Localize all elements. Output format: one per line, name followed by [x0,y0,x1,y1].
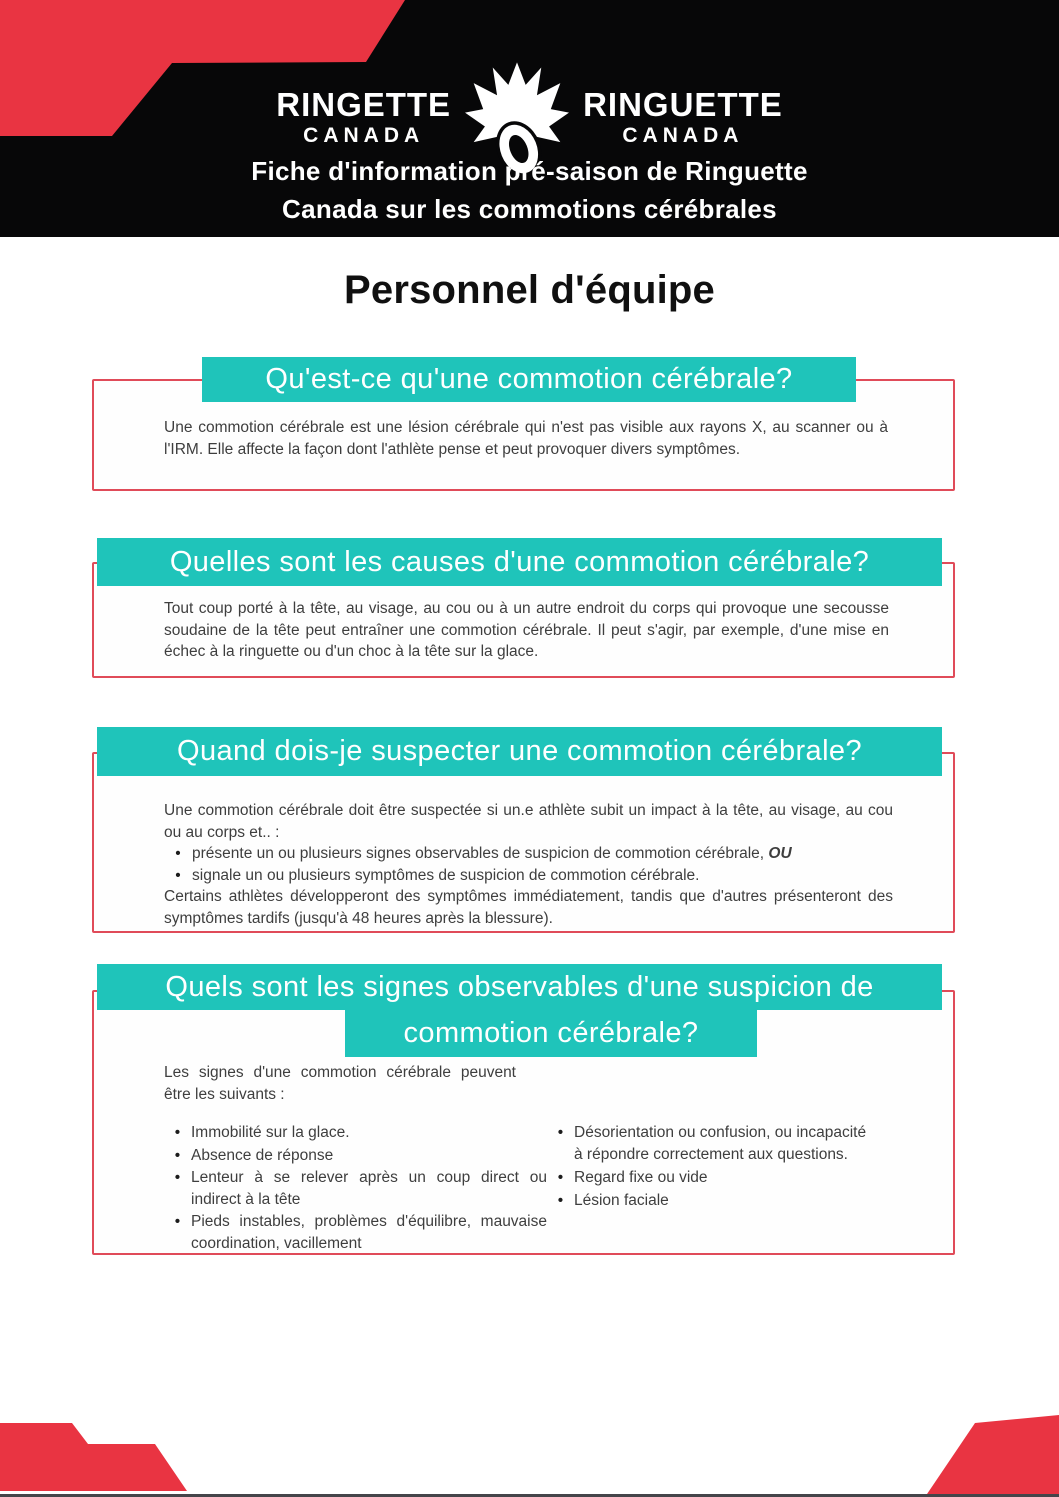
bullet-dot: • [175,845,181,862]
list-item [164,1145,547,1167]
list-item-text: Absence de réponse [191,1146,334,1164]
section-observable-signs-intro: Les signes d'une commotion cérébrale peuvent être les suivants : [164,1064,516,1103]
bullet-dot: • [174,1169,181,1186]
logo-ringette-label: RINGETTE [276,86,452,123]
document-subtitle [0,152,1059,228]
list-item-text: Désorientation ou confusion, ou incapacité à répondre correctement aux questions. [574,1124,867,1163]
signs-right-column [547,1122,877,1255]
section-causes-heading: Quelles sont les causes d'une commotion cérébrale? [97,538,942,586]
list-item [164,1211,547,1254]
list-item-text: Immobilité sur la glace. [191,1124,350,1141]
bullet-dot: • [557,1124,564,1141]
logo-canada-label-fr: CANADA [622,124,744,147]
section-when-suspect-intro: Une commotion cérébrale doit être suspectée si un.e athlète subit un impact à la tête, au visage, au cou ou au corps et.. : [164,802,893,841]
header-banner [0,0,1059,237]
section-what-is-concussion-heading: Qu'est-ce qu'une commotion cérébrale? [202,357,856,402]
section-when-suspect-card [92,752,955,933]
section-when-suspect-heading: Quand dois-je suspecter une commotion cérébrale? [97,727,942,776]
footer-right-red-shape [925,1415,1059,1497]
list-item [164,1167,547,1210]
bullet-dot: • [175,866,181,884]
signs-left-column [164,1122,547,1255]
bullet-dot: • [174,1146,181,1164]
list-item [164,865,893,887]
emphasis-ou: OU [768,845,792,862]
list-item [547,1167,877,1189]
list-item [164,843,893,865]
logo-ringuette-label: RINGUETTE [583,86,783,123]
list-item [547,1190,877,1212]
page-title: Personnel d'équipe [344,268,715,312]
list-item-text: Regard fixe ou vide [574,1169,708,1186]
logo-text-french [583,87,783,149]
section-causes-body: Tout coup porté à la tête, au visage, au cou ou à un autre endroit du corps qui provoque une secousse soudaine de la tête peut entraîner une commotion cérébrale. Il peut s'agir, par exemple, d'une mise en échec à la ringuette ou d'un choc à la tête sur la glace. [164,600,889,660]
bullet-dot: • [174,1124,181,1141]
list-item [164,1122,547,1144]
list-item [547,1122,877,1166]
list-item-text: présente un ou plusieurs signes observables de suspicion de commotion cérébrale, OU [192,845,792,862]
section-observable-signs-heading-line1: Quels sont les signes observables d'une suspicion de [97,964,942,1010]
logo-text-english [276,87,451,149]
subtitle-line-2: Canada sur les commotions cérébrales [282,194,777,224]
list-item-text: Pieds instables, problèmes d'équilibre, mauvaise coordination, vacillement [191,1213,547,1252]
subtitle-line-1: Fiche d'information pré-saison de Ringuette [251,156,808,186]
section-what-is-concussion-body: Une commotion cérébrale est une lésion cérébrale qui n'est pas visible aux rayons X, au scanner ou à l'IRM. Elle affecte la façon dont l'athlète pense et peut provoquer divers symptômes. [164,419,888,458]
bullet-dot: • [174,1213,181,1230]
bullet-dot: • [557,1192,564,1209]
signs-two-column-list [164,1122,903,1255]
list-item-text: Lésion faciale [574,1192,669,1209]
logo-canada-label: CANADA [303,124,425,147]
bullet-dot: • [557,1169,564,1186]
section-observable-signs-heading-line2: commotion cérébrale? [345,1010,757,1057]
list-item-text: Lenteur à se relever après un coup direct ou indirect à la tête [191,1169,547,1208]
footer-red-accent-shapes [0,1414,1059,1497]
section-when-suspect-outro: Certains athlètes développeront des symptômes immédiatement, tandis que d'autres présenteront des symptômes tardifs (jusqu'à 48 heures après la blessure). [164,888,893,927]
list-item-text: signale un ou plusieurs symptômes de suspicion de commotion cérébrale. [192,866,700,884]
footer-left-red-shape [0,1423,187,1491]
